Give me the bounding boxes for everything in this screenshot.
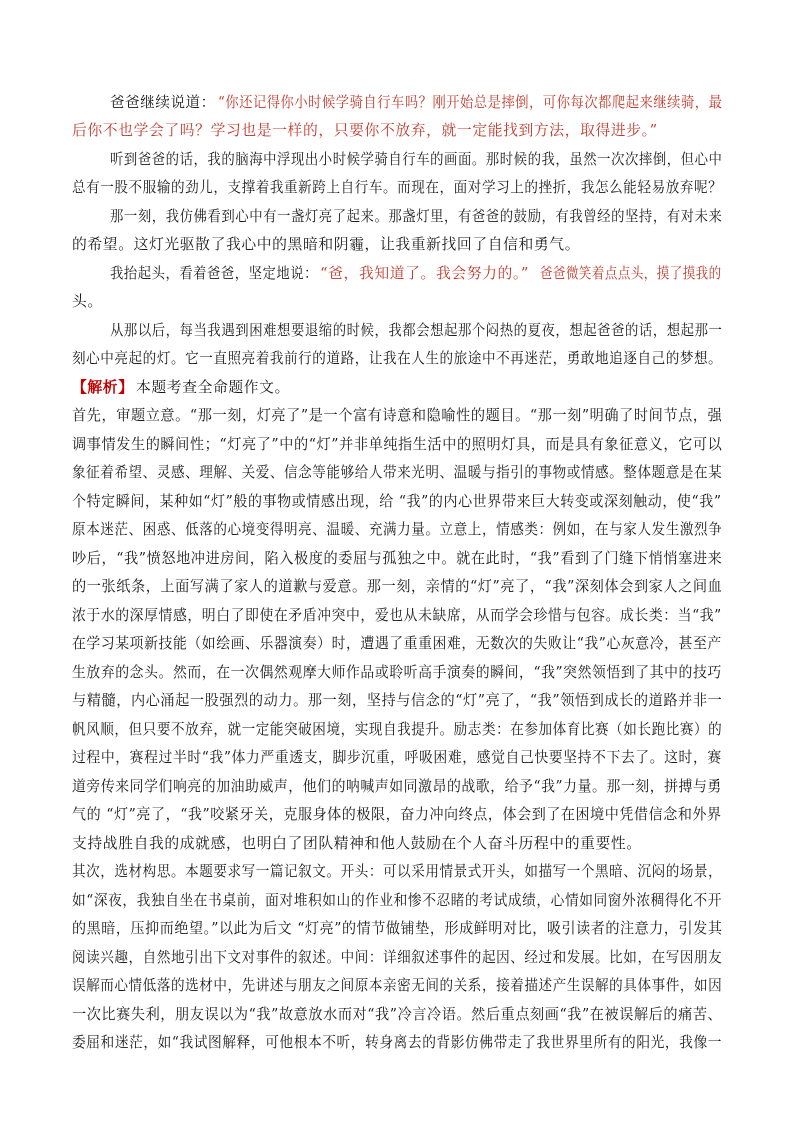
essay-line: [0, 203, 794, 231]
analysis-tag: 【解析】: [72, 379, 134, 396]
essay-p2-line2: 总有一股不服输的劲儿，支撑着我重新跨上自行车。而现在，面对学习上的挫折，我怎么能轻易放弃呢？: [72, 179, 723, 196]
analysis-line: 如“深夜，我独自坐在书桌前，面对堆积如山的作业和惨不忍睹的考试成绩，心情如同窗外浓稠得化不开: [72, 892, 722, 909]
essay-line: [0, 288, 794, 316]
essay-p5-line2: 刻心中亮起的灯。它一直照亮着我前行的道路，让我在人生的旅途中不再迷茫，勇敢地追逐自己的梦想。: [72, 350, 723, 367]
analysis-line: 的一张纸条，上面写满了家人的道歉与爱意。那一刻，亲情的“灯”亮了，“我”深刻体会到家人之间血: [72, 578, 723, 595]
essay-line: [0, 117, 794, 145]
essay-p1-quote-cont: 后你不也学会了吗？学习也是一样的，只要你不放弃，就一定能找到方法，取得进步。”: [72, 122, 658, 139]
analysis-line: 其次，选材构思。本题要求写一篇记叙文。开头：可以采用情景式开头，如描写一个黑暗、沉闷的场景，: [72, 863, 723, 880]
analysis-line: 阅读兴趣，自然地引出下文对事件的叙述。中间：详细叙述事件的起因、经过和发展。比如，在写因朋友: [72, 949, 723, 966]
analysis-line: 道旁传来同学们响亮的加油助威声，他们的呐喊声如同激昂的战歌，给予“我”力量。那一刻，拼搏与勇: [72, 778, 722, 795]
analysis-line: 支持战胜自我的成就感，也明白了团队精神和他人鼓励在个人奋斗历程中的重要性。: [72, 835, 642, 852]
analysis-line: 与精髓，内心涌起一股强烈的动力。那一刻，坚持与信念的“灯”亮了，“我”领悟到成长的道路并非一: [72, 692, 723, 709]
analysis-header: [0, 374, 794, 402]
analysis-line: 首先，审题立意。“那一刻，灯亮了”是一个富有诗意和隐喻性的题目。“那一刻”明确了时间节点，强: [72, 407, 723, 424]
essay-p4-tail: 爸爸微笑着点点头，摸了摸我的: [540, 265, 722, 282]
analysis-line: 帆风顺，但只要不放弃，就一定能突破困境，实现自我提升。励志类：在参加体育比赛（如长跑比赛）的: [72, 721, 723, 738]
essay-p1-lead: 爸爸继续说道：: [110, 94, 216, 111]
essay-line: [0, 146, 794, 174]
analysis-line: 浓于水的深厚情感，明白了即使在矛盾冲突中，爱也从未缺席，从而学会珍惜与包容。成长类：当“我”: [72, 607, 722, 624]
essay-p5-line1: 从那以后，每当我遇到困难想要退缩的时候，我都会想起那个闷热的夏夜，想起爸爸的话，想起那一: [110, 322, 723, 339]
analysis-line: 吵后，“我”愤怒地冲进房间，陷入极度的委屈与孤独之中。就在此时，“我”看到了门缝下悄悄塞进来: [72, 550, 723, 567]
analysis-line: 一次比赛失利，朋友误以为“我”故意放水而对“我”冷言冷语。然后重点刻画“我”在被误解后的痛苦、: [72, 1006, 723, 1023]
essay-p3-line1: 那一刻，我仿佛看到心中有一盏灯亮了起来。那盏灯里，有爸爸的鼓励，有我曾经的坚持，有对未来: [110, 208, 723, 225]
analysis-line: 象征着希望、灵感、理解、关爱、信念等能够给人带来光明、温暖与指引的事物或情感。整体题意是在某: [72, 464, 723, 481]
analysis-line: 的黑暗，压抑而绝望。”以此为后文 “灯亮”的情节做铺垫，形成鲜明对比，吸引读者的注意力，引发其: [72, 920, 723, 937]
analysis-line: 个特定瞬间，某种如“灯”般的事物或情感出现，给 “我”的内心世界带来巨大转变或深刻触动，使“我”: [72, 493, 722, 510]
analysis-line: 生放弃的念头。然而，在一次偶然观摩大师作品或聆听高手演奏的瞬间，“我”突然领悟到了其中的技巧: [72, 664, 722, 681]
essay-line: [0, 260, 794, 288]
analysis-line: 误解而心情低落的选材中，先讲述与朋友之间原本亲密无间的关系，接着描述产生误解的具体事件，如因: [72, 977, 723, 994]
essay-line: [0, 345, 794, 373]
analysis-line: 过程中，赛程过半时“我”体力严重透支，脚步沉重，呼吸困难，感觉自己快要坚持不下去了。这时，赛: [72, 749, 722, 766]
analysis-line: 调事情发生的瞬间性；“灯亮了”中的“灯”并非单纯指生活中的照明灯具，而是具有象征意义，它可以: [72, 436, 723, 453]
essay-p3-line2: 的希望。这灯光驱散了我心中的黑暗和阴霾，让我重新找回了自信和勇气。: [72, 236, 581, 253]
essay-p1-quote: “你还记得你小时候学骑自行车吗？刚开始总是摔倒，可你每次都爬起来继续骑，最: [218, 94, 723, 111]
essay-p4-lead: 我抬起头，看着爸爸，坚定地说：: [110, 265, 318, 282]
essay-line: [0, 317, 794, 345]
essay-line: [0, 174, 794, 202]
analysis-line: 原本迷茫、困惑、低落的心境变得明亮、温暖、充满力量。立意上，情感类：例如，在与家人发生激烈争: [72, 521, 723, 538]
essay-p2-line1: 听到爸爸的话，我的脑海中浮现出小时候学骑自行车的画面。那时候的我，虽然一次次摔倒，但心中: [110, 151, 723, 168]
analysis-line: 委屈和迷茫，如“我试图解释，可他根本不听，转身离去的背影仿佛带走了我世界里所有的阳光，我像一: [72, 1034, 722, 1051]
analysis-intro: 本题考查全命题作文。: [136, 379, 290, 396]
analysis-line: 在学习某项新技能（如绘画、乐器演奏）时，遭遇了重重困难，无数次的失败让“我”心灰意冷，甚至产: [72, 635, 722, 652]
essay-p4-quote: “爸，我知道了。我会努力的。”: [320, 265, 530, 282]
analysis-line: 气的 “灯”亮了，“我”咬紧牙关，克服身体的极限，奋力冲向终点，体会到了在困境中凭借信念和外界: [72, 806, 722, 823]
essay-line: [0, 231, 794, 259]
essay-line: [0, 89, 794, 117]
essay-p4-line2: 头。: [72, 293, 103, 310]
